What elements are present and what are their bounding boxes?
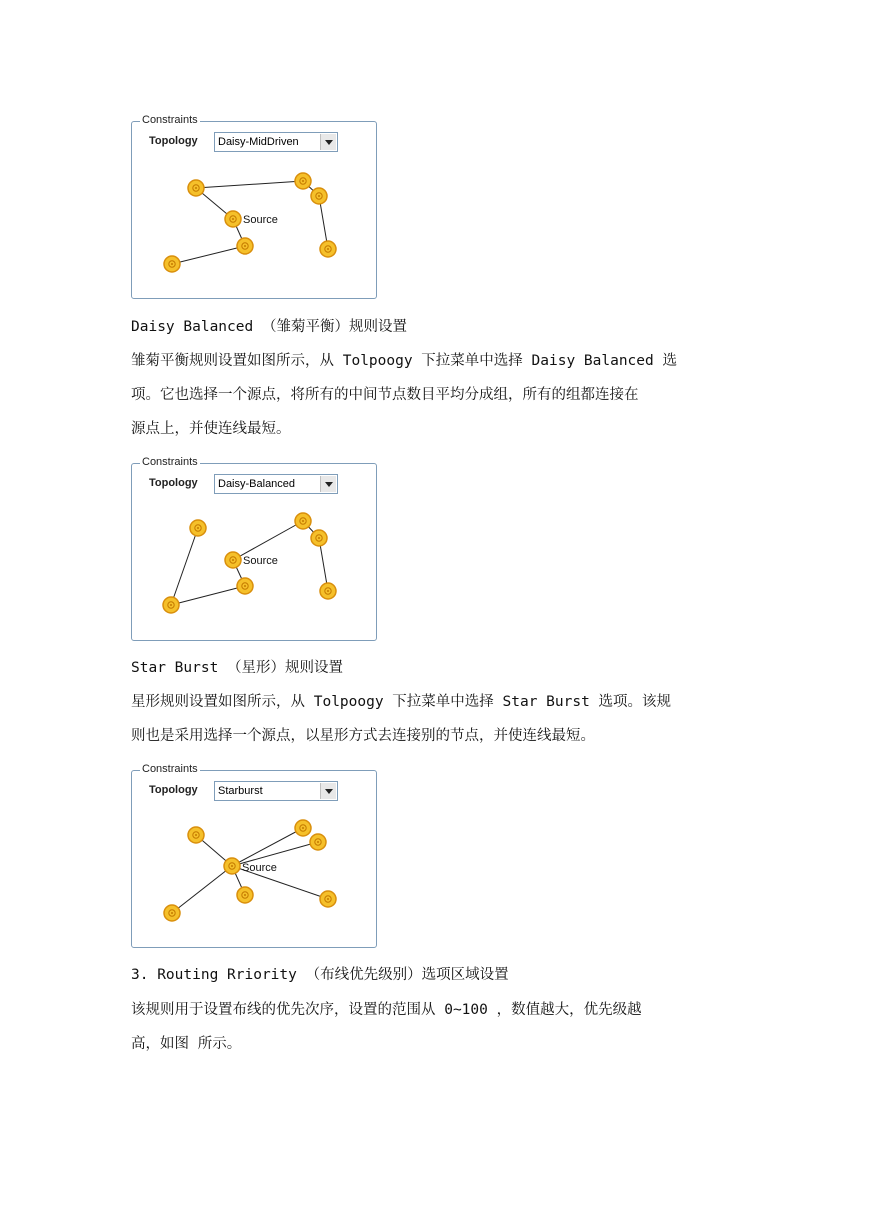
graph-node (163, 597, 179, 613)
topology-graph (132, 771, 376, 947)
constraints-legend: Constraints (142, 763, 198, 775)
graph-node (188, 827, 204, 843)
graph-node (295, 173, 311, 189)
topology-dropdown-value: Daisy-Balanced (218, 478, 296, 490)
source-node (225, 552, 241, 568)
paragraph-line: 星形规则设置如图所示，从 Tolpoogy 下拉菜单中选择 Star Burst 选项。该规 (131, 694, 672, 710)
topology-dropdown-value: Starburst (218, 785, 263, 797)
heading-star-burst: Star Burst （星形）规则设置 (131, 660, 344, 676)
source-label: Source (243, 214, 278, 226)
paragraph-line: 高，如图 所示。 (131, 1036, 242, 1052)
graph-edge (232, 828, 303, 866)
graph-node (237, 238, 253, 254)
graph-node (237, 887, 253, 903)
constraints-legend: Constraints (142, 114, 198, 126)
source-node (225, 211, 241, 227)
graph-node (237, 578, 253, 594)
topology-graph (132, 464, 376, 640)
topology-label: Topology (149, 135, 198, 147)
topology-label: Topology (149, 477, 198, 489)
graph-edge (196, 181, 303, 188)
constraints-legend: Constraints (142, 456, 198, 468)
graph-node (310, 834, 326, 850)
graph-node (295, 513, 311, 529)
constraints-panel-daisy-balanced (131, 456, 377, 641)
graph-node (320, 583, 336, 599)
topology-dropdown-value: Daisy-MidDriven (218, 136, 299, 148)
graph-node (164, 256, 180, 272)
source-label: Source (242, 862, 277, 874)
graph-edge (171, 586, 245, 605)
graph-node (320, 241, 336, 257)
paragraph-line: 项。它也选择一个源点，将所有的中间节点数目平均分成组，所有的组都连接在 (131, 387, 639, 403)
graph-node (320, 891, 336, 907)
topology-label: Topology (149, 784, 198, 796)
graph-edge (172, 246, 245, 264)
source-label: Source (243, 555, 278, 567)
constraints-panel-daisy-middriven (131, 114, 377, 299)
paragraph-line: 该规则用于设置布线的优先次序，设置的范围从 0~100 ，数值越大，优先级越 (131, 1002, 642, 1018)
graph-node (295, 820, 311, 836)
paragraph-line: 则也是采用选择一个源点，以星形方式去连接别的节点，并使连线最短。 (131, 728, 595, 744)
graph-node (311, 188, 327, 204)
graph-node (311, 530, 327, 546)
graph-node (190, 520, 206, 536)
graph-edge (172, 866, 232, 913)
constraints-panel-starburst (131, 763, 377, 948)
graph-node (188, 180, 204, 196)
source-node (224, 858, 240, 874)
graph-node (164, 905, 180, 921)
paragraph-line: 源点上，并使连线最短。 (131, 421, 291, 437)
heading-daisy-balanced: Daisy Balanced （雏菊平衡）规则设置 (131, 319, 407, 335)
topology-graph (132, 122, 376, 298)
graph-edge (171, 528, 198, 605)
paragraph-line: 雏菊平衡规则设置如图所示，从 Tolpoogy 下拉菜单中选择 Daisy Balanced 选 (131, 353, 677, 369)
heading-routing-priority: 3. Routing Rriority （布线优先级别）选项区域设置 (131, 967, 509, 983)
